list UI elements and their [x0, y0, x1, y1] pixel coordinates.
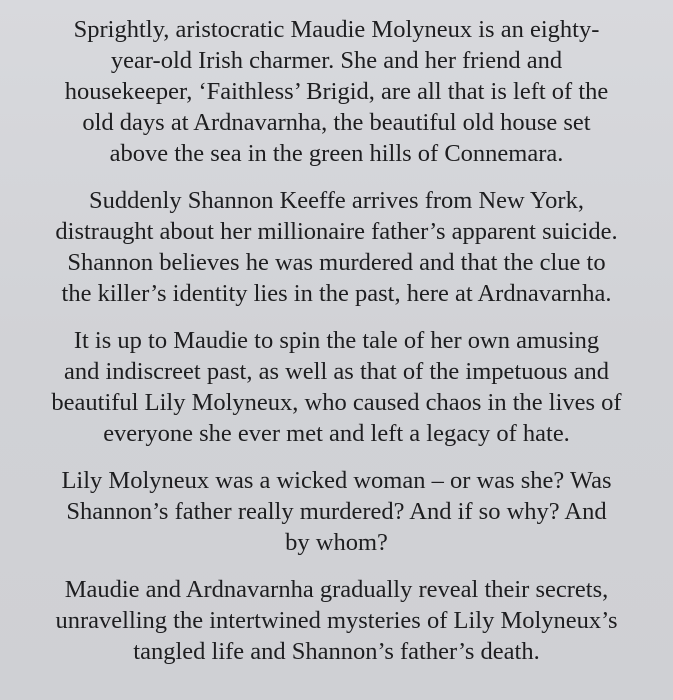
- blurb-line: Sprightly, aristocratic Maudie Molyneux is an eighty-: [73, 16, 600, 43]
- blurb-line: by whom?: [285, 529, 388, 556]
- blurb-paragraph-1: [10, 14, 663, 169]
- blurb-line: and indiscreet past, as well as that of the impetuous and: [64, 358, 609, 385]
- blurb-paragraph-3: [10, 325, 663, 449]
- blurb-line: old days at Ardnavarnha, the beautiful old house set: [82, 109, 591, 136]
- blurb-line: Shannon’s father really murdered? And if so why? And: [66, 498, 607, 525]
- blurb-line: Lily Molyneux was a wicked woman – or was she? Was: [61, 467, 612, 494]
- blurb-line: unravelling the intertwined mysteries of Lily Molyneux’s: [55, 607, 618, 634]
- blurb-line: year-old Irish charmer. She and her friend and: [110, 47, 563, 74]
- blurb-paragraph-5: [10, 574, 663, 667]
- blurb-line: Suddenly Shannon Keeffe arrives from New York,: [89, 187, 584, 214]
- blurb-line: the killer’s identity lies in the past, here at Ardnavarnha.: [61, 280, 612, 307]
- blurb-line: housekeeper, ‘Faithless’ Brigid, are all that is left of the: [64, 78, 609, 105]
- blurb-line: above the sea in the green hills of Connemara.: [109, 140, 564, 167]
- blurb-paragraph-2: [10, 185, 663, 309]
- blurb-line: everyone she ever met and left a legacy of hate.: [103, 420, 570, 447]
- blurb-line: Maudie and Ardnavarnha gradually reveal their secrets,: [64, 576, 609, 603]
- blurb-line: It is up to Maudie to spin the tale of her own amusing: [73, 327, 600, 354]
- blurb-line: distraught about her millionaire father’s apparent suicide.: [55, 218, 618, 245]
- blurb-line: tangled life and Shannon’s father’s death.: [133, 638, 540, 665]
- blurb-paragraph-4: [10, 465, 663, 558]
- blurb-line: Shannon believes he was murdered and that the clue to: [67, 249, 606, 276]
- blurb-line: beautiful Lily Molyneux, who caused chaos in the lives of: [51, 389, 622, 416]
